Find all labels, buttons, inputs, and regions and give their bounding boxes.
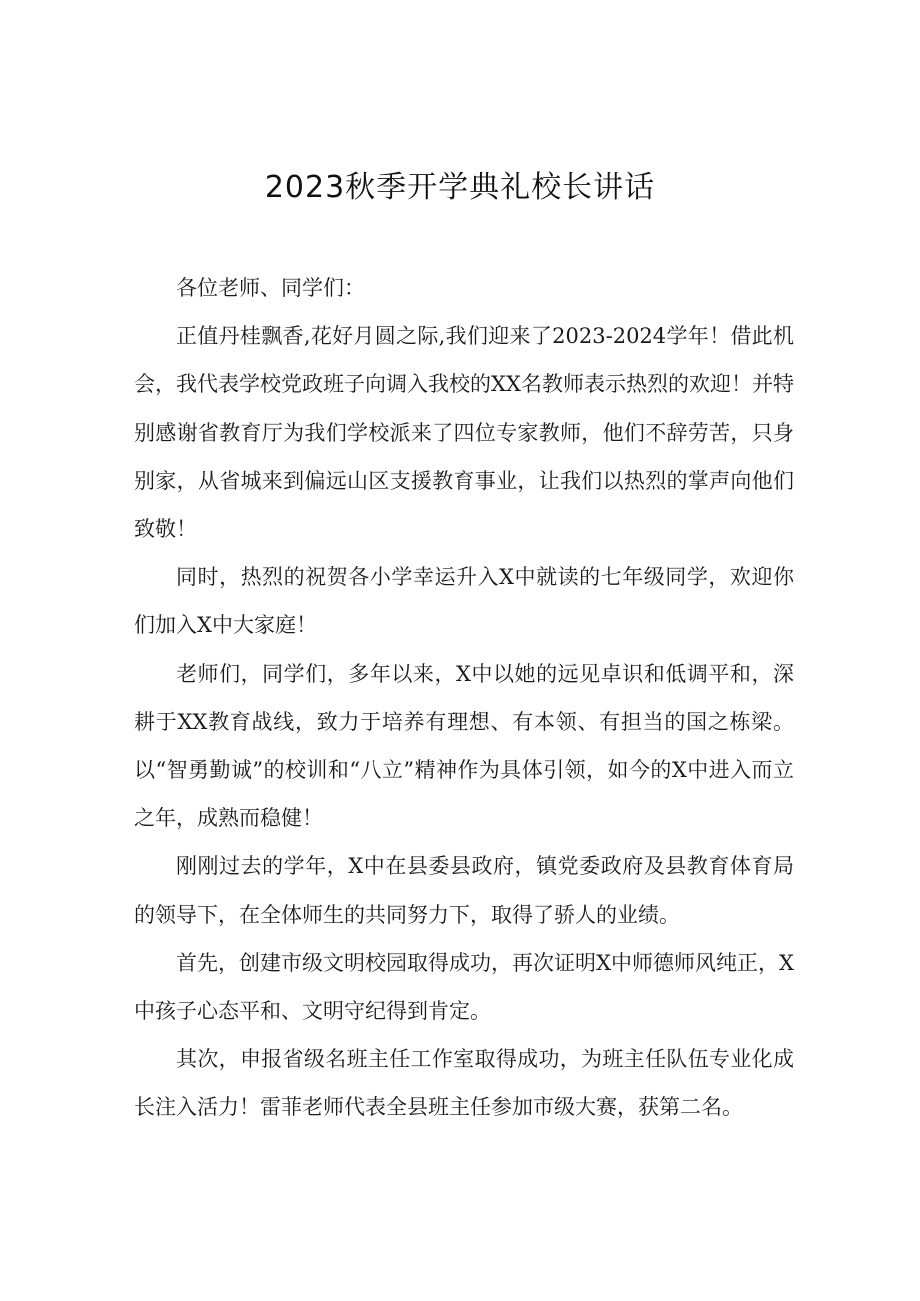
paragraph-congratulations: 同时，热烈的祝贺各小学幸运升入X中就读的七年级同学，欢迎你们加入X中大家庭！ bbox=[134, 565, 794, 638]
paragraph-welcome: 正值丹桂飘香,花好月圆之际,我们迎来了2023-2024学年！借此机会，我代表学校党政班子向调入我校的XX名教师表示热烈的欢迎！并特别感谢省教育厅为我们学校派来了四位专家教师，他们不辞劳苦，只身别家，从省城来到偏远山区支援教育事业，让我们以热烈的掌声向他们致敬！ bbox=[134, 324, 794, 542]
paragraph-second-achievement: 其次，申报省级名班主任工作室取得成功，为班主任队伍专业化成长注入活力！雷菲老师代表全县班主任参加市级大赛，获第二名。 bbox=[134, 1047, 794, 1120]
salutation: 各位老师、同学们： bbox=[176, 276, 365, 300]
paragraph-past-year: 刚刚过去的学年，X中在县委县政府，镇党委政府及县教育体育局的领导下，在全体师生的共同努力下，取得了骄人的业绩。 bbox=[134, 854, 794, 927]
document-title: 2023秋季开学典礼校长讲话 bbox=[264, 170, 656, 205]
document-body bbox=[134, 264, 794, 1132]
paragraph-school-history: 老师们，同学们，多年以来，X中以她的远见卓识和低调平和，深耕于XX教育战线，致力于培养有理想、有本领、有担当的国之栋梁。以“智勇勤诚”的校训和“八立”精神作为具体引领，如今的X中进入而立之年，成熟而稳健！ bbox=[134, 661, 794, 831]
paragraph-first-achievement: 首先，创建市级文明校园取得成功，再次证明X中师德师风纯正，X中孩子心态平和、文明守纪得到肯定。 bbox=[134, 950, 794, 1024]
